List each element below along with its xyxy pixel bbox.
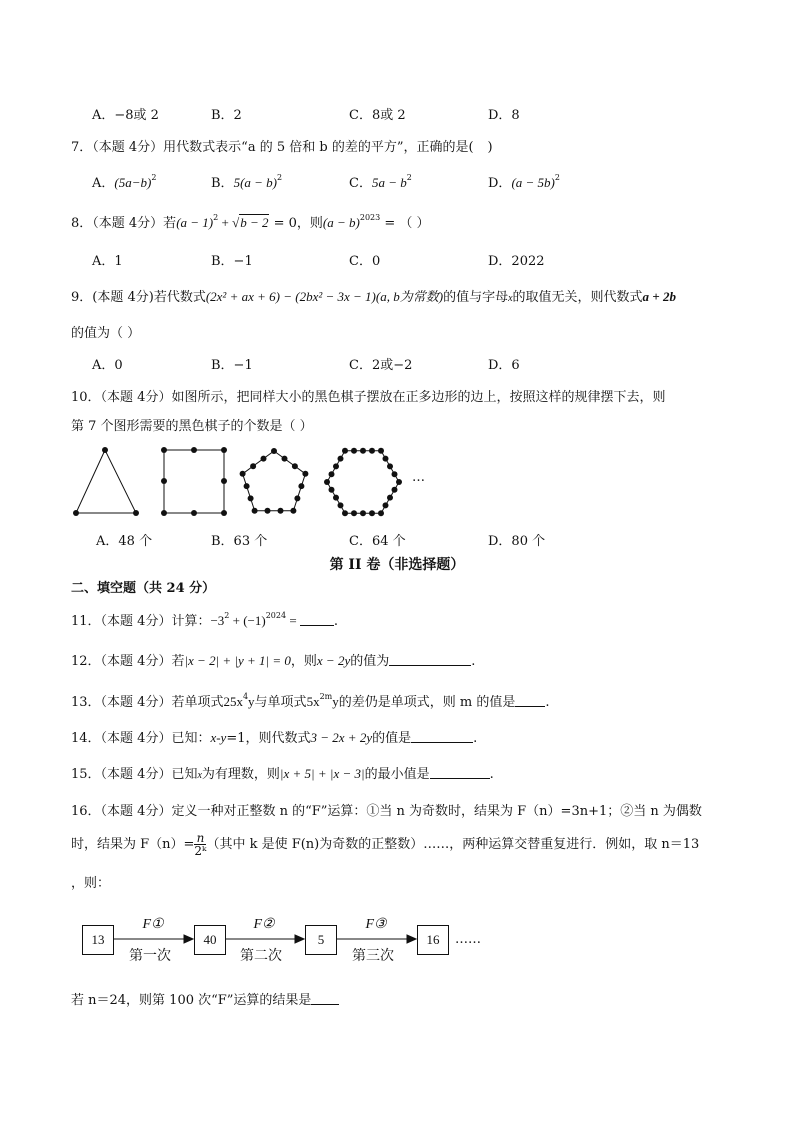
- q14-period: .: [473, 731, 478, 746]
- q11-eq: =: [286, 613, 300, 628]
- q16-line2-pre: 时，结果为 F（n）=: [71, 837, 195, 852]
- flow-arrowhead-3: [407, 935, 416, 943]
- flow-op-2: F②: [253, 917, 275, 932]
- q8-sqrt-arg: b − 2: [240, 215, 269, 230]
- q6-option-c: C．8或 2: [349, 108, 406, 123]
- q15-stem-text: 15．（本题 4分）已知: [71, 767, 198, 782]
- flow-box-4: 16: [417, 925, 449, 955]
- flow-arrowhead-2: [295, 935, 304, 943]
- q13-mono2: 5x: [306, 694, 320, 709]
- q8-plus: +: [218, 215, 233, 230]
- q16-frac-den: 2ᵏ: [194, 844, 207, 858]
- q7-stem-close: ): [487, 140, 493, 155]
- q11-expr2: + (−1): [229, 613, 266, 628]
- q6-option-a: A．−8或 2: [92, 108, 159, 123]
- q9-stem-mid2: 的取值无关，则代数式: [512, 290, 643, 305]
- q10-line2: 第 7 个图形需要的黑色棋子的个数是（ ）: [71, 419, 313, 434]
- q9-expr-ab: a + 2b: [642, 289, 676, 304]
- q7-option-c-label: C．: [349, 176, 372, 191]
- q11-exp2: 2024: [265, 611, 287, 620]
- q16-last-line: [71, 989, 339, 1008]
- q10-option-d: D．80 个: [488, 534, 546, 549]
- flow-box-3: 5: [305, 925, 337, 955]
- q12-period: .: [471, 654, 476, 669]
- part2-heading: 二、填空题（共 24 分）: [71, 581, 216, 596]
- q10-option-a: A．48 个: [96, 534, 153, 549]
- q8-stem-post: = （ ）: [380, 216, 430, 231]
- q12-expr2: x − 2y: [316, 653, 351, 668]
- q12-post-text: 的值为: [350, 654, 390, 669]
- q8-eq0: = 0，则: [269, 216, 323, 231]
- q14-post-text: 的值是: [372, 731, 412, 746]
- q9-stem-mid: 的值与字母: [443, 290, 509, 305]
- q9-expr: (2x² + ax + 6) − (2bx² − 3x − 1): [205, 289, 376, 304]
- q11-stem-text: 11．（本题 4分）计算：: [71, 614, 211, 629]
- q11-exp1: 2: [224, 611, 230, 620]
- flow-tail-ellipsis: ……: [455, 932, 481, 947]
- section-title: 第 II 卷（非选择题）: [329, 557, 465, 573]
- q16-frac-num: n: [194, 832, 206, 845]
- q8-option-c: C．0: [349, 254, 381, 269]
- q9-option-b: B．−1: [211, 358, 253, 373]
- q7-stem-text: 7．（本题 4分）用代数式表示“a 的 5 倍和 b 的差的平方”，正确的是(: [71, 140, 474, 155]
- q12-expr: |x − 2| + |y + 1| = 0: [184, 653, 291, 668]
- q14-stem-text: 14．（本题 4分）已知：: [71, 731, 211, 746]
- q9-line2: 的值为（ ）: [71, 326, 141, 341]
- q13-mono2-exp: 2m: [319, 692, 333, 701]
- q15-expr: |x + 5| + |x − 3|: [279, 766, 365, 781]
- q13-mono1-tail: y: [248, 694, 255, 709]
- q8-exp2: 2023: [359, 213, 381, 222]
- q16-last-line-text: 若 n＝24，则第 100 次“F”运算的结果是: [71, 993, 312, 1008]
- q7-option-d-label: D．: [488, 176, 512, 191]
- q9-stem-text: 9．(本题 4分)若代数式: [71, 290, 206, 305]
- q7-option-d-exp: 2: [554, 173, 560, 182]
- q16-line2-post: （其中 k 是使 F(n)为奇数的正整数）……，两种运算交替重复进行．例如，取 n＝13: [206, 837, 700, 852]
- q16-line1: 16．（本题 4分）定义一种对正整数 n 的“F”运算：①当 n 为奇数时，结果为 F（n）=3n+1；②当 n 为偶数: [71, 804, 702, 819]
- q8-option-a: A．1: [92, 254, 123, 269]
- q8-option-b: B．−1: [211, 254, 253, 269]
- q7-option-d-expr: (a − 5b): [511, 175, 555, 190]
- q13-mono1: 25x: [223, 694, 243, 709]
- flow-box-2: 40: [194, 925, 226, 955]
- q6-option-d: D．8: [488, 108, 520, 123]
- q7-option-a-expr: (5a−b): [114, 175, 152, 190]
- q11-expr: −3: [210, 613, 225, 628]
- q13-period: .: [545, 695, 550, 710]
- q11-period: .: [333, 614, 339, 629]
- q13-post-text: 的差仍是单项式，则 m 的值是: [338, 695, 516, 710]
- q13-stem-text: 13．（本题 4分）若单项式: [71, 695, 224, 710]
- q7-option-b-exp: 2: [277, 173, 283, 182]
- flow-label-2: 第二次: [240, 948, 282, 964]
- q14-cond-eq: =1，则代数式: [226, 731, 311, 746]
- q12-stem-text: 12．（本题 4分）若: [71, 654, 185, 669]
- q15-var-x: x: [197, 770, 202, 781]
- q14-expr: 3 − 2x + 2y: [310, 730, 373, 745]
- q8-sqrt: √b − 2: [232, 215, 269, 230]
- q6-option-b: B．2: [211, 108, 242, 123]
- q9-paren: (a, b为常数): [375, 289, 444, 304]
- q9-option-a: A．0: [92, 358, 123, 373]
- q10-ellipsis: …: [412, 470, 425, 485]
- q8-expr1: (a − 1): [176, 215, 214, 230]
- q16-answer-blank: [311, 992, 339, 1005]
- q10-option-b: B．63 个: [211, 534, 268, 549]
- q8-exp1: 2: [213, 213, 219, 222]
- flow-box-1: 13: [82, 925, 114, 955]
- q15-post-text: 的最小值是: [364, 767, 430, 782]
- q14-cond: x-y: [210, 730, 227, 745]
- q9-var-x: x: [508, 293, 513, 304]
- q7-option-a-exp: 2: [151, 173, 157, 182]
- q8-option-d: D．2022: [488, 254, 545, 269]
- q15-mid: 为有理数，则: [201, 767, 280, 782]
- q13-mid: 与单项式: [254, 695, 307, 710]
- q16-line3: ，则：: [71, 876, 111, 891]
- q10-option-c: C．64 个: [349, 534, 406, 549]
- q12-mid: ，则: [290, 654, 317, 669]
- flow-arrowhead-1: [184, 935, 193, 943]
- q8-stem-text: 8．（本题 4分）若: [71, 216, 177, 231]
- q7-option-c-exp: 2: [406, 173, 412, 182]
- q9-option-c: C．2或−2: [349, 358, 413, 373]
- q15-period: .: [489, 767, 494, 782]
- q8-expr2: (a − b): [322, 215, 360, 230]
- q13-mono2-tail: y: [332, 694, 339, 709]
- q10-line1: 10．（本题 4分）如图所示，把同样大小的黑色棋子摆放在正多边形的边上，按照这样的规律摆下去，则: [71, 390, 666, 405]
- flow-op-3: F③: [365, 917, 387, 932]
- q7-option-b-expr: 5(a − b): [233, 175, 277, 190]
- q13-mono1-exp: 4: [242, 692, 249, 701]
- q9-option-d: D．6: [488, 358, 520, 373]
- flow-op-1: F①: [142, 917, 164, 932]
- flow-label-3: 第三次: [352, 948, 394, 964]
- flow-label-1: 第一次: [129, 948, 171, 964]
- q7-option-c-expr: 5a − b: [371, 175, 407, 190]
- q7-option-b-label: B．: [211, 176, 234, 191]
- q7-option-a-label: A．: [92, 176, 115, 191]
